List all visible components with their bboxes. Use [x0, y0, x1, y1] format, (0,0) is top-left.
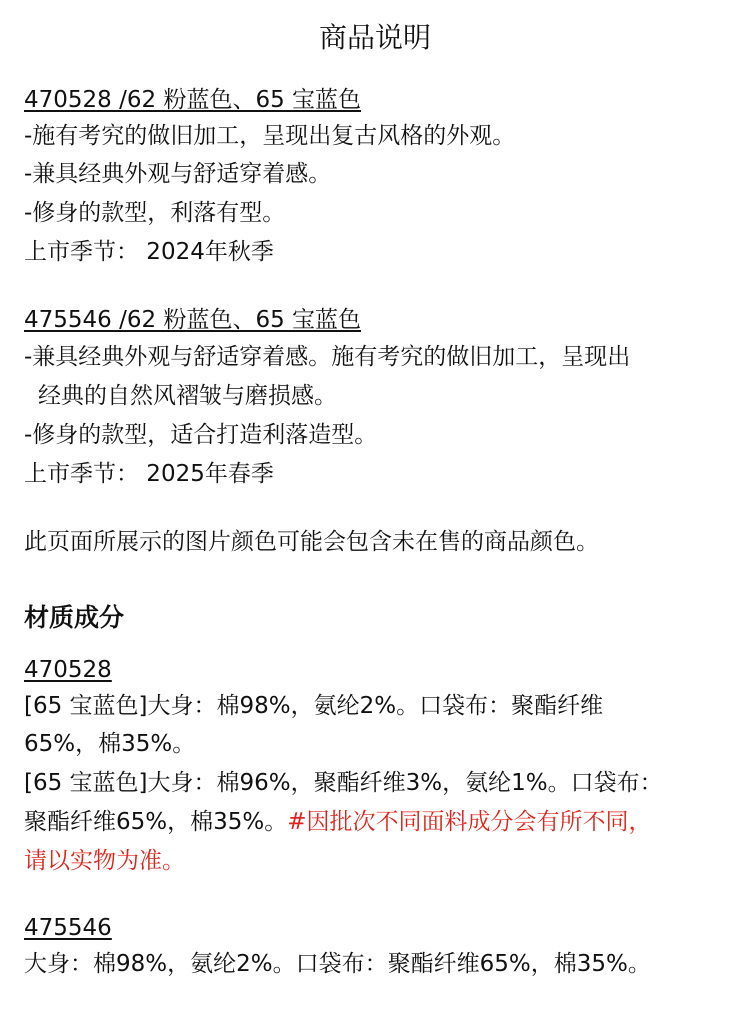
product-bullet: -兼具经典外观与舒适穿着感。 — [24, 161, 332, 187]
material-line: [65 宝蓝色]大身：棉96%，聚酯纤维3%，氨纶1%。口袋布： — [24, 770, 663, 796]
product-bullet: -修身的款型，利落有型。 — [24, 200, 286, 226]
batch-warning-text: #因批次不同面料成分会有所不同， — [287, 809, 652, 835]
product-header-470528: 470528 /62 粉蓝色、65 宝蓝色 — [24, 87, 362, 113]
color-disclaimer: 此页面所展示的图片颜色可能会包含未在售的商品颜色。 — [24, 529, 599, 555]
material-heading: 材质成分 — [24, 603, 125, 632]
page-title: 商品说明 — [318, 21, 431, 54]
product-bullet-continuation: 经典的自然风褶皱与磨损感。 — [38, 383, 337, 409]
material-line: 大身：棉98%，氨纶2%。口袋布：聚酯纤维65%，棉35%。 — [24, 951, 651, 977]
material-line-text: 聚酯纤维65%，棉35%。 — [24, 809, 288, 835]
product-bullet: -兼具经典外观与舒适穿着感。施有考究的做旧加工，呈现出 — [24, 344, 631, 370]
batch-warning-text-continued: 请以实物为准。 — [24, 848, 185, 874]
material-code-470528: 470528 — [24, 657, 112, 683]
product-bullet: -施有考究的做旧加工，呈现出复古风格的外观。 — [24, 123, 516, 149]
release-season: 上市季节： 2024年秋季 — [24, 239, 274, 265]
material-line-with-warning — [24, 806, 652, 838]
material-code-475546: 475546 — [24, 915, 112, 941]
product-header-475546: 475546 /62 粉蓝色、65 宝蓝色 — [24, 307, 362, 333]
material-line: [65 宝蓝色]大身：棉98%，氨纶2%。口袋布：聚酯纤维 — [24, 693, 604, 719]
product-bullet: -修身的款型，适合打造利落造型。 — [24, 422, 378, 448]
release-season: 上市季节： 2025年春季 — [24, 461, 274, 487]
material-line: 65%，棉35%。 — [24, 731, 196, 757]
